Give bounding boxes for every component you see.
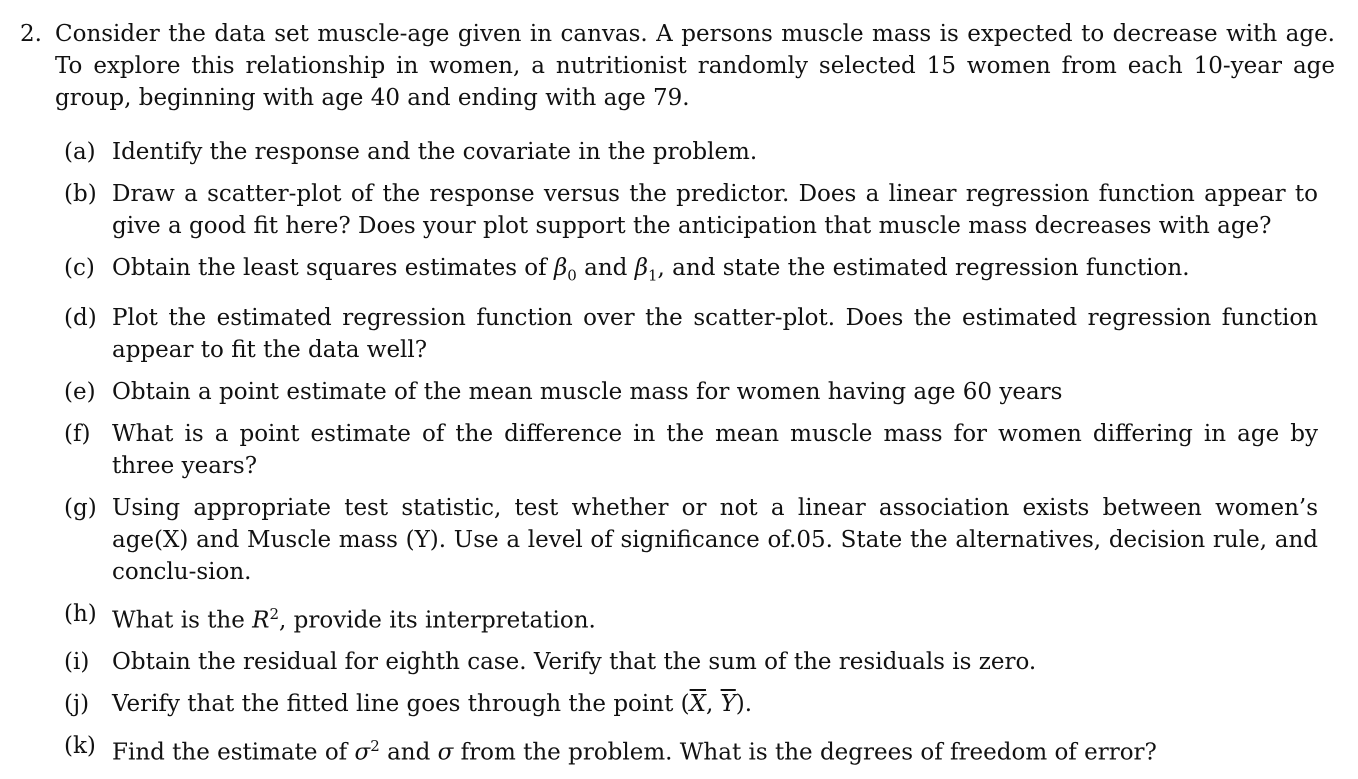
part-label: (b) xyxy=(64,181,97,207)
question-part-h xyxy=(64,598,1318,637)
part-text: Obtain a point estimate of the mean muscle mass for women having age 60 years xyxy=(112,378,1063,405)
question-part-f xyxy=(64,418,1318,482)
question-part-k xyxy=(64,730,1318,769)
question-part-d xyxy=(64,302,1318,366)
problem-statement xyxy=(20,18,1335,114)
part-text: Using appropriate test statistic, test whether or not a linear association exists between women’s age(X) and Muscle mass (Y). Use a level of significance of.05. State the alternatives, decision rule, and conclu-sion. xyxy=(112,494,1318,585)
question-part-i xyxy=(64,646,1318,678)
question-part-g xyxy=(64,492,1318,588)
problem-number: 2. xyxy=(20,21,42,47)
part-label: (e) xyxy=(64,378,96,405)
question-part-j xyxy=(64,688,1318,720)
question-parts-list xyxy=(64,136,1318,779)
part-label: (j) xyxy=(64,691,90,718)
question-part-e xyxy=(64,376,1318,408)
part-label: (g) xyxy=(64,494,97,521)
part-label: (a) xyxy=(64,139,96,165)
part-text: Plot the estimated regression function over the scatter-plot. Does the estimated regression function appear to fit the data well? xyxy=(112,304,1318,363)
part-label: (i) xyxy=(64,649,90,676)
question-part-c xyxy=(64,252,1318,292)
part-text: Obtain the least squares estimates of $\beta_0$ and $\beta_1$, and state the estimated regression function. xyxy=(112,255,1190,285)
part-text: What is a point estimate of the difference in the mean muscle mass for women differing in age by three years? xyxy=(112,420,1318,479)
question-part-b xyxy=(64,178,1318,242)
part-label: (k) xyxy=(64,733,96,760)
part-label: (h) xyxy=(64,600,97,627)
part-label: (d) xyxy=(64,304,97,331)
part-text: Find the estimate of $\sigma^2$ and σ from the problem. What is the degrees of freedom of error? xyxy=(112,737,1157,766)
question-part-a xyxy=(64,136,1318,168)
part-label: (f) xyxy=(64,420,91,447)
problem-text: Consider the data set muscle-age given in canvas. A persons muscle mass is expected to decrease with age. To explore this relationship in women, a nutritionist randomly selected 15 women from each 10-year age group, beginning with age 40 and ending with age 79. xyxy=(55,21,1335,111)
part-text: Identify the response and the covariate in the problem. xyxy=(112,139,758,165)
part-text: What is the $R^2$, provide its interpretation. xyxy=(112,604,596,634)
part-label: (c) xyxy=(64,255,95,281)
part-text: Verify that the fitted line goes through the point ($\overline{X}$, $\overline{Y}$). xyxy=(112,691,753,718)
part-text: Draw a scatter-plot of the response versus the predictor. Does a linear regression function appear to give a good fit here? Does your plot support the anticipation that muscle mass decreases with age? xyxy=(112,181,1318,239)
part-text: Obtain the residual for eighth case. Verify that the sum of the residuals is zero. xyxy=(112,649,1037,676)
